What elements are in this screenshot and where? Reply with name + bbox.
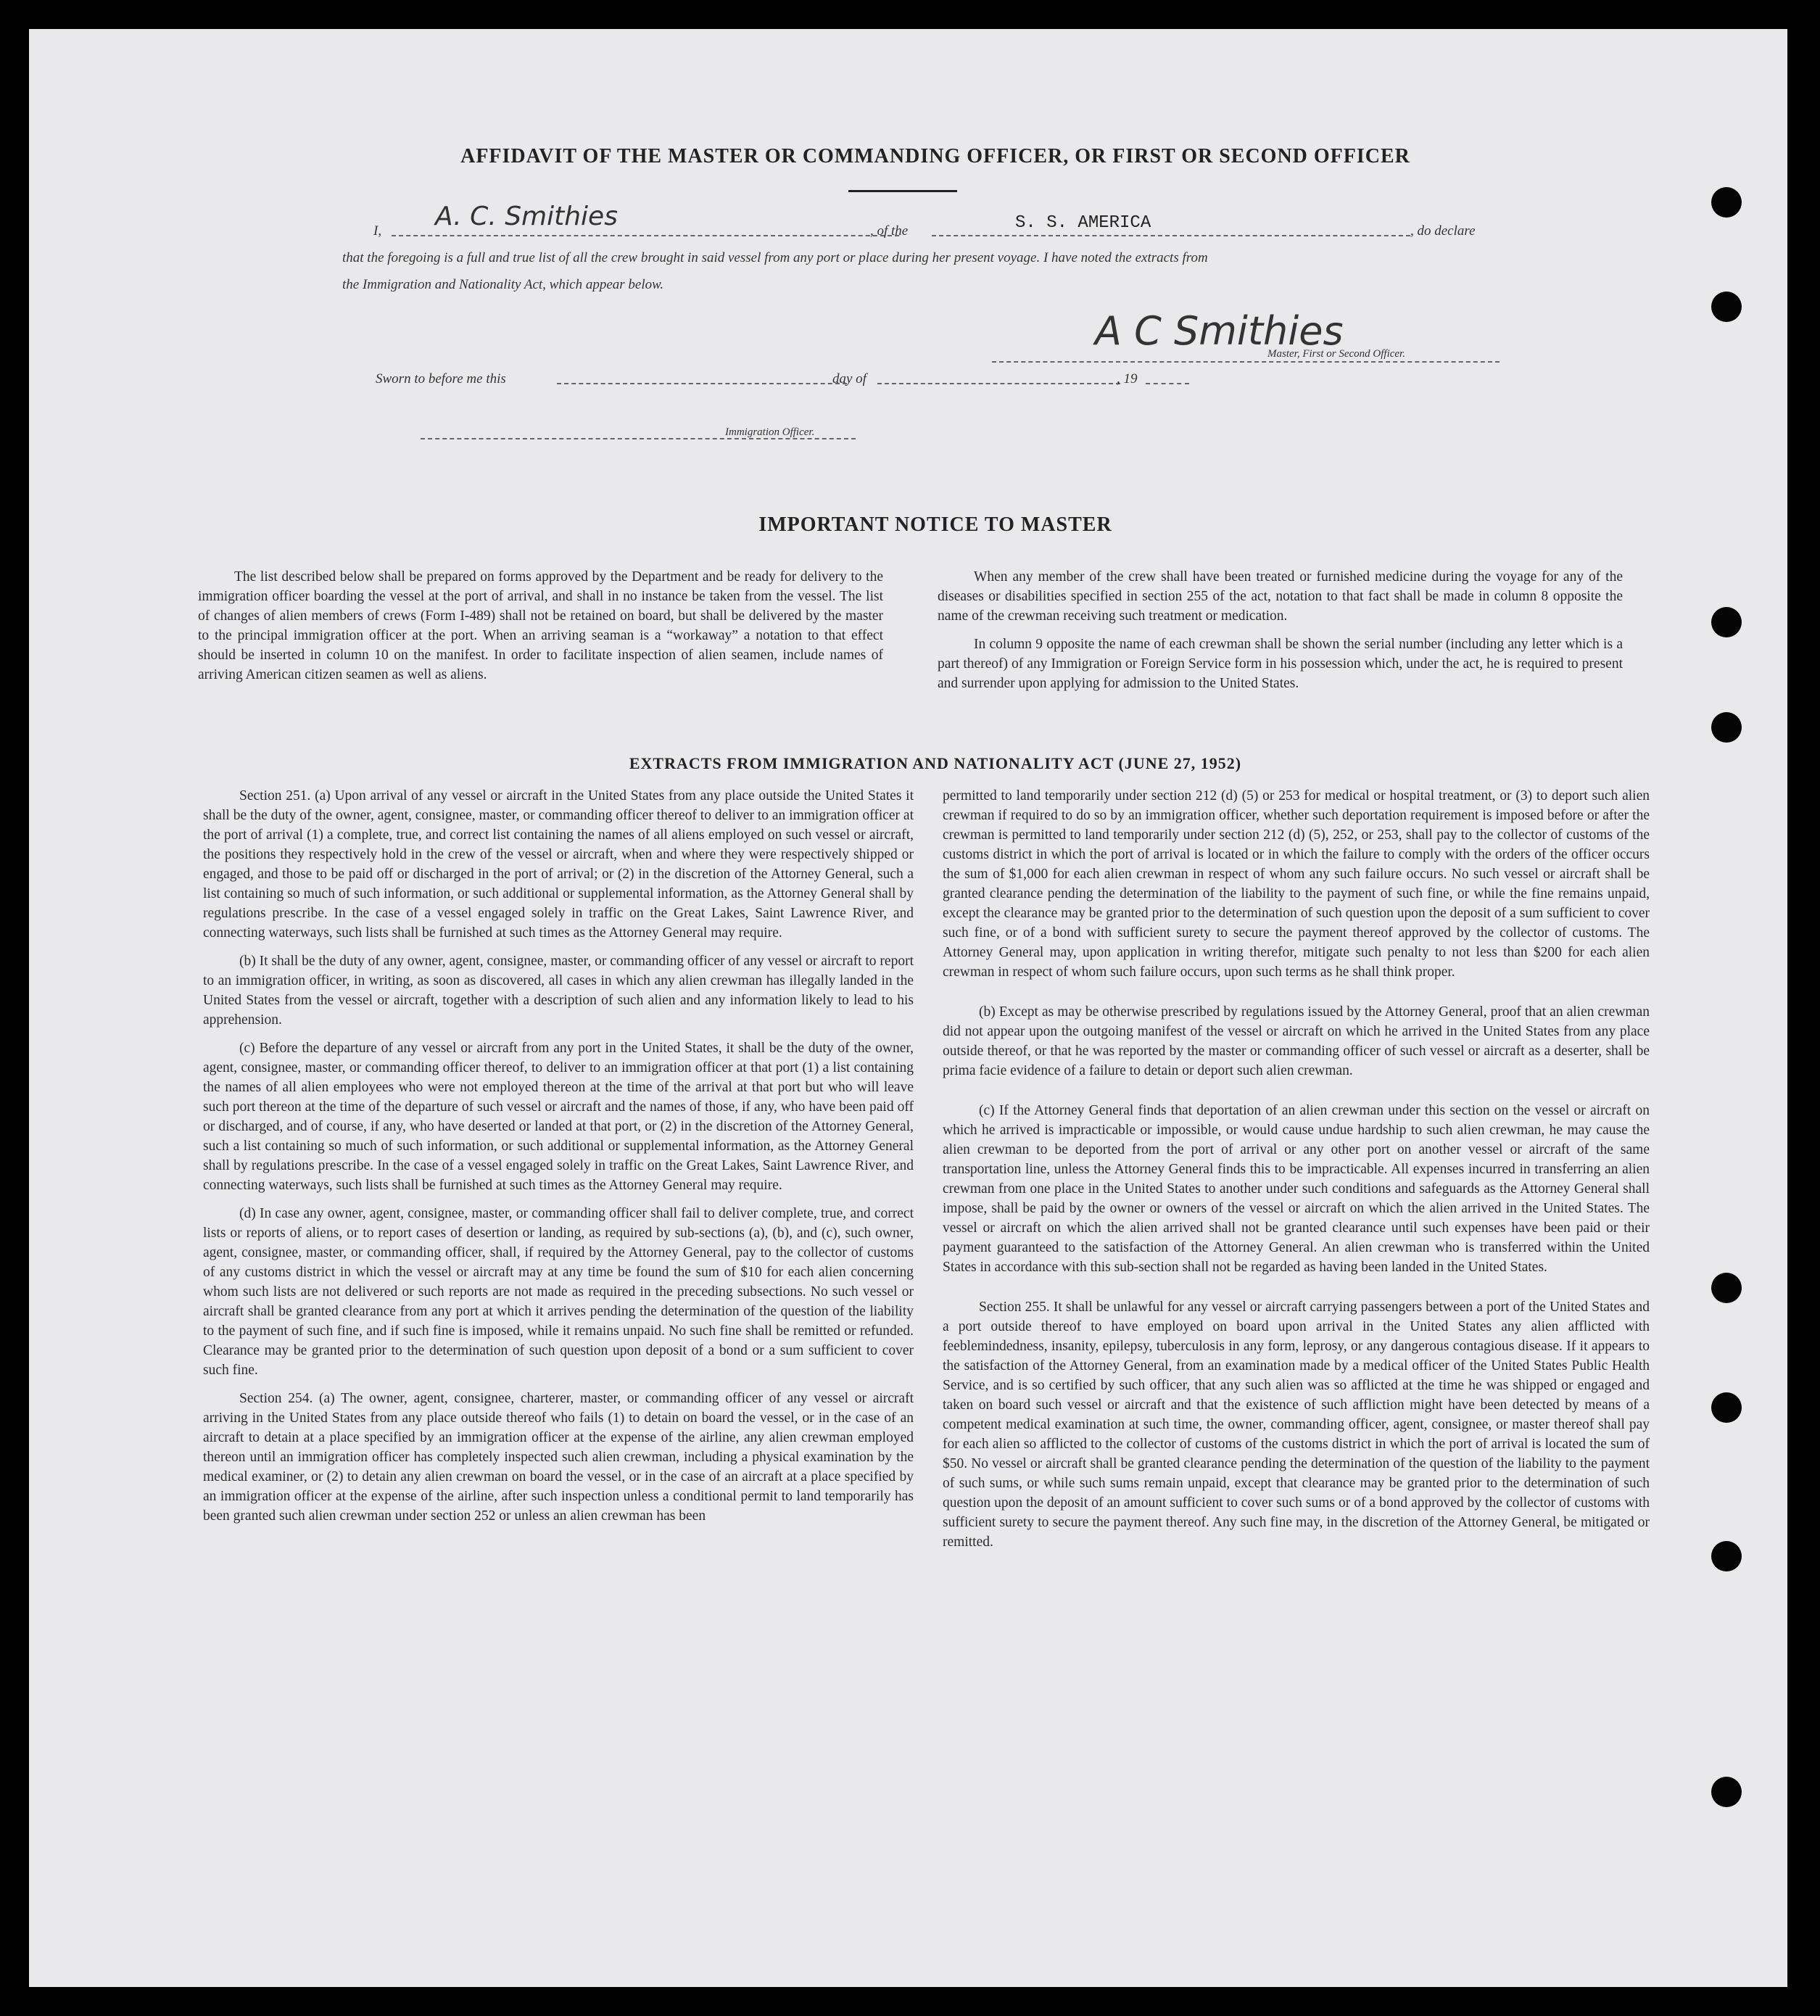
extracts-left-column: [203, 786, 914, 1534]
extracts-title: EXTRACTS FROM IMMIGRATION AND NATIONALITY ACT (JUNE 27, 1952): [629, 754, 1242, 772]
signature-caption: Master, First or Second Officer.: [1267, 348, 1405, 360]
notice-right-paragraph-1: When any member of the crew shall have been treated or furnished medicine during the voyage for any of the diseases or disabilities specified in section 255 of the act, notation to that fact shall be made in column 8 opposite the name of the crewman receiving such treatment or medication.: [938, 569, 1623, 624]
punch-hole: [1711, 712, 1742, 743]
punch-hole: [1711, 1273, 1742, 1303]
immigration-officer-caption: Immigration Officer.: [725, 426, 815, 438]
extract-paragraph: (c) If the Attorney General finds that deportation of an alien crewman under this section on the vessel or aircraft on which he arrived is impracticable or impossible, or would cause undue hardship to such alien crewman, he may cause the alien crewman to be deported from the port of arrival or any other port on another vessel or aircraft of the same transportation line, unless the Attorney General finds this to be impracticable. All expenses incurred in transferring an alien crewman from one place in the United States to another under such conditions and safeguards as the Attorney General shall impose, shall be paid by the owner or owners of the vessel or aircraft on which the alien arrived in the United States. The vessel or aircraft on which the alien arrived shall not be granted clearance until such expenses have been paid or their payment guaranteed to the satisfaction of the Attorney General. An alien crewman who is transferred within the United States in accordance with this sub-section shall not be regarded as having been landed in the United States.: [943, 1103, 1650, 1275]
document-page: [29, 29, 1787, 1987]
punch-hole: [1711, 1392, 1742, 1423]
notice-left-column: [198, 567, 883, 693]
notice-right-column: [938, 567, 1623, 702]
extract-paragraph: Section 251. (a) Upon arrival of any vessel or aircraft in the United States from any place outside the United States it shall be the duty of the owner, agent, consignee, master, or commanding officer thereof to deliver to an immigration officer at the port of arrival (1) a complete, true, and correct list containing the names of all aliens employed on such vessel or aircraft, the positions they respectively hold in the crew of the vessel or aircraft, when and where they were respectively shipped or engaged, and those to be paid off or discharged in the port of arrival; or (2) in the discretion of the Attorney General, such a list containing so much of such information, or such additional or supplemental information, as the Attorney General shall by regulations prescribe. In the case of a vessel engaged solely in traffic on the Great Lakes, Saint Lawrence River, and connecting waterways, such lists shall be furnished at such times as the Attorney General may require.: [203, 788, 914, 941]
of-the-label: , of the: [870, 223, 909, 239]
extract-paragraph: (b) It shall be the duty of any owner, agent, consignee, master, or commanding officer of any vessel or aircraft to report to an immigration officer, in writing, as soon as discovered, all cases in which any alien crewman has illegally landed in the United States from the vessel or aircraft, together with a description of such alien and any information likely to lead to his apprehension.: [203, 954, 914, 1028]
vessel-name-field: [932, 216, 1410, 236]
title-divider: [848, 190, 957, 192]
day-of-label: day of: [832, 371, 866, 387]
sworn-day-field: [557, 364, 847, 384]
affidavit-statement-line1: that the foregoing is a full and true list of all the crew brought in said vessel from any port or place during her present voyage. I have noted the extracts from: [342, 250, 1208, 265]
punch-hole: [1711, 607, 1742, 637]
extract-paragraph: (d) In case any owner, agent, consignee, master, or commanding officer shall fail to deliver complete, true, and correct lists or reports of aliens, or to report cases of desertion or landing, as required by sub-sections (a), (b), and (c), such owner, agent, consignee, master, or commanding officer, shall, if required by the Attorney General, pay to the collector of customs of any customs district in which the vessel or aircraft may at any time be found the sum of $10 for each alien concerning whom such lists are not delivered or such reports are not made as required in the preceding subsections. No such vessel or aircraft shall be granted clearance from any port at which it arrives pending the determination of the question of the liability to the payment of such fine, and if such fine is imposed, while it remains unpaid. No such fine shall be remitted or refunded. Clearance may be granted prior to the determination of such question upon deposit of a bond or a sum sufficient to cover such fine.: [203, 1206, 914, 1378]
year-label: , 19: [1117, 371, 1138, 387]
punch-hole: [1711, 1541, 1742, 1571]
punch-hole: [1711, 187, 1742, 218]
vessel-name: S. S. AMERICA: [1015, 213, 1151, 233]
sworn-year-field: [1146, 364, 1189, 384]
extract-paragraph: Section 255. It shall be unlawful for any vessel or aircraft carrying passengers between a port of the United States and a port outside thereof to have employed on board upon arrival in the United States any alien afflicted with feeblemindedness, insanity, epilepsy, tuberculosis in any form, leprosy, or any dangerous contagious disease. If it appears to the satisfaction of the Attorney General, from an examination made by a medical officer of the United States Public Health Service, and is so certified by such officer, that any such alien was so afflicted at the time he was shipped or engaged and taken on board such vessel or aircraft and that the existence of such affliction might have been detected by means of a competent medical examination at such time, the owner, commanding officer, agent, consignee, or master thereof shall pay for each alien so afflicted to the collector of customs of the customs district in which the port of arrival is located the sum of $50. No vessel or aircraft shall be granted clearance pending the determination of the question of the liability to the payment of such sums, or while such sums remain unpaid, except that clearance may be granted prior to the determination of such question upon the deposit of an amount sufficient to cover such sums or of a bond approved by the collector of customs with sufficient surety to secure the payment thereof. Any such fine may, in the discretion of the Attorney General, be mitigated or remitted.: [943, 1300, 1650, 1550]
extract-paragraph: permitted to land temporarily under section 212 (d) (5) or 253 for medical or hospital treatment, or (3) to deport such alien crewman if required to do so by an immigration officer, whether such deportation requirement is imposed before or after the crewman is permitted to land temporarily under section 212 (d) (5), 252, or 253, shall pay to the collector of customs of the customs district in which the port of arrival is located or in which the failure to comply with the orders of the officer occurs the sum of $1,000 for each alien crewman in respect of whom any such failure occurs. No such vessel or aircraft shall be granted clearance pending the determination of the liability to the payment of such fine, or while the fine remains unpaid, except the clearance may be granted prior to the determination of such question upon the deposit of a sum sufficient to cover such fine, or of a bond with sufficient surety to secure the payment thereof approved by the collector of customs. The Attorney General may, upon application in writing therefor, mitigate such penalty to not less than $200 for each alien crewman in respect of whom such failure occurs, upon such terms as he shall think proper.: [943, 788, 1650, 980]
punch-hole: [1711, 1777, 1742, 1807]
extract-paragraph: (b) Except as may be otherwise prescribed by regulations issued by the Attorney General, proof that an alien crewman did not appear upon the outgoing manifest of the vessel or aircraft on which he arrived in the United States from any place outside thereof, or that he was reported by the master or commanding officer of such vessel or aircraft as a deserter, shall be prima facie evidence of a failure to detain or deport such alien crewman.: [943, 1004, 1650, 1078]
extract-paragraph: Section 254. (a) The owner, agent, consignee, charterer, master, or commanding officer of any vessel or aircraft arriving in the United States from any place outside thereof who fails (1) to detain on board the vessel, or in the case of an aircraft to detain at a place specified by an immigration officer at the expense of the airline, any alien crewman employed thereon until an immigration officer has completely inspected such alien crewman, including a physical examination by the medical examiner, or (2) to detain any alien crewman on board the vessel, or in the case of an aircraft at a place specified by an immigration officer at the expense of the airline, after such inspection unless a conditional permit to land temporarily has been granted such alien crewman under section 252 or unless an alien crewman has been: [203, 1391, 914, 1524]
i-label: I,: [373, 223, 382, 239]
extract-paragraph: (c) Before the departure of any vessel or aircraft from any port in the United States, it shall be the duty of the owner, agent, consignee, master, or commanding officer thereof, to deliver to an immigration officer at that port (1) a list containing the names of all alien employees who were not employed thereon at the time of the arrival at that port but who will leave such port thereon at the time of the departure of such vessel or aircraft and the names of those, if any, who have been paid off or discharged, and of course, if any, who have deserted or landed at that port, or (2) in the discretion of the Attorney General, such a list containing so much of such information, or such additional or supplemental information, as the Attorney General shall by regulations prescribe. In the case of a vessel engaged solely in traffic on the Great Lakes, Saint Lawrence River, and connecting waterways, such lists shall be furnished at such times as the Attorney General may require.: [203, 1041, 914, 1193]
extracts-right-column: [943, 786, 1650, 1561]
officer-name: A. C. Smithies: [435, 202, 618, 231]
master-signature: A C Smithies: [1095, 308, 1344, 354]
do-declare-label: , do declare: [1410, 223, 1476, 239]
notice-title: IMPORTANT NOTICE TO MASTER: [758, 513, 1112, 536]
notice-right-paragraph-2: In column 9 opposite the name of each crewman shall be shown the serial number (including any letter which is a part thereof) of any Immigration or Foreign Service form in his possession which, under the act, he is required to present and surrender upon applying for admission to the United States.: [938, 637, 1623, 691]
affidavit-statement-line2: the Immigration and Nationality Act, which appear below.: [342, 277, 664, 292]
sworn-month-field: [877, 364, 1120, 384]
notice-left-paragraph: The list described below shall be prepared on forms approved by the Department and be ready for delivery to the immigration officer boarding the vessel at the port of arrival, and shall in no instance be taken from the vessel. The list of changes of alien members of crews (Form I-489) shall not be retained on board, but shall be delivered by the master to the principal immigration officer at the port. When an arriving seaman is a “workaway” a notation to that effect should be inserted in column 10 on the manifest. In order to facilitate inspection of alien seamen, include names of arriving American citizen seamen as well as aliens.: [198, 569, 883, 682]
sworn-label: Sworn to before me this: [376, 371, 506, 387]
punch-hole: [1711, 292, 1742, 322]
affidavit-title: AFFIDAVIT OF THE MASTER OR COMMANDING OFFICER, OR FIRST OR SECOND OFFICER: [460, 145, 1410, 168]
